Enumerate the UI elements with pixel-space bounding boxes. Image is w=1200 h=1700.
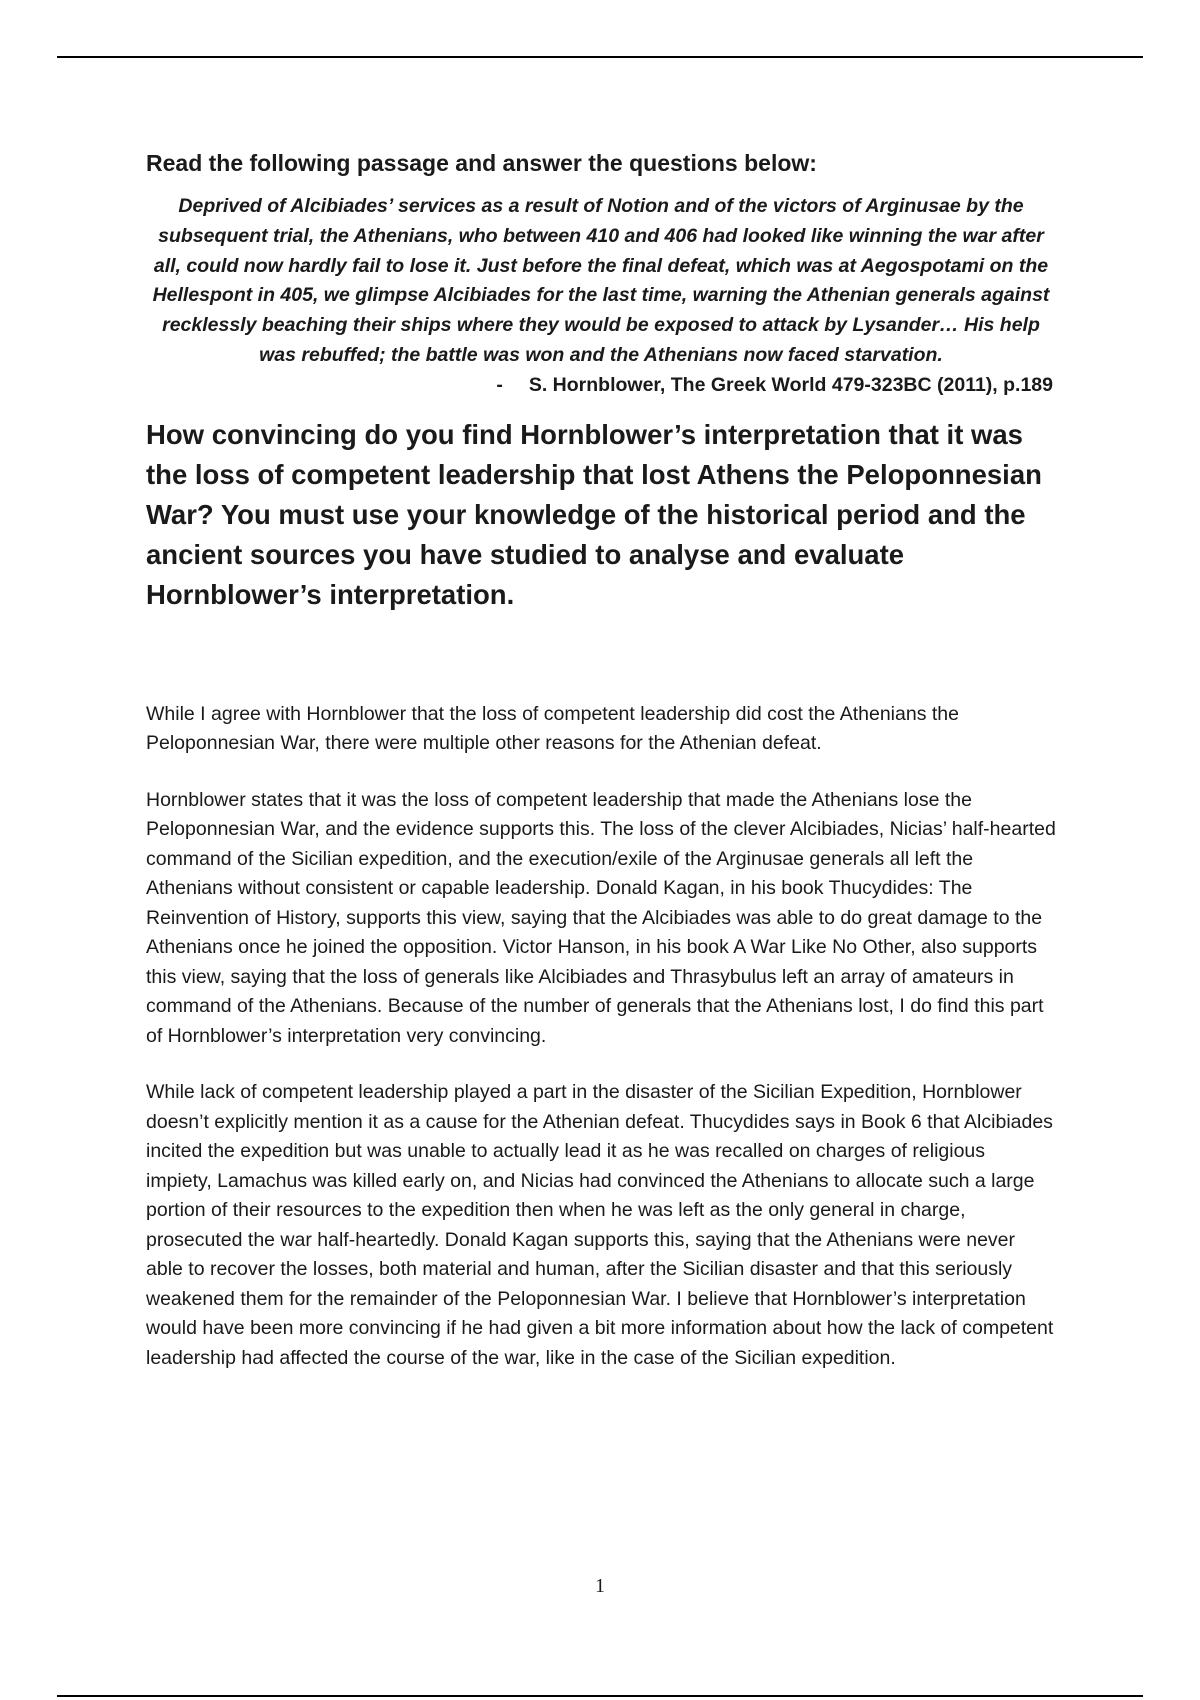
citation-text: S. Hornblower, The Greek World 479-323BC (2011), p.189 [528, 373, 1053, 396]
passage-citation [146, 371, 1056, 401]
bottom-rule [57, 1695, 1143, 1697]
top-rule [57, 56, 1143, 58]
document-body [146, 146, 1056, 1373]
essay-paragraph-2: Hornblower states that it was the loss of competent leadership that made the Athenians lose the Peloponnesian War, and the evidence supports this. The loss of the clever Alcibiades, Nicias’ half-hearted command of the Sicilian expedition, and the execution/exile of the Arginusae generals all left the Athenians without consistent or capable leadership. Donald Kagan, in his book Thucydides: The Reinvention of History, supports this view, saying that the Alcibiades was able to do great damage to the Athenians once he joined the opposition. Victor Hanson, in his book A War Like No Other, also supports this view, saying that the loss of generals like Alcibiades and Thrasybulus left an array of amateurs in command of the Athenians. Because of the number of generals that the Athenians lost, I do find this part of Hornblower’s interpretation very convincing. [146, 788, 1056, 1047]
citation-dash: - [496, 373, 503, 396]
page-number: 1 [595, 1575, 605, 1597]
essay-paragraph-1: While I agree with Hornblower that the loss of competent leadership did cost the Athenians the Peloponnesian War, there were multiple other reasons for the Athenian defeat. [146, 702, 959, 755]
instruction-heading: Read the following passage and answer the questions below: [146, 150, 817, 176]
essay-question: How convincing do you find Hornblower’s interpretation that it was the loss of competent leadership that lost Athens the Peloponnesian War? You must use your knowledge of the historical period and the ancient sources you have studied to analyse and evaluate Hornblower’s interpretation. [146, 418, 1042, 610]
essay-paragraph-3: While lack of competent leadership played a part in the disaster of the Sicilian Expedition, Hornblower doesn’t explicitly mention it as a cause for the Athenian defeat. Thucydides says in Book 6 that Alcibiades incited the expedition but was unable to actually lead it as he was recalled on charges of religious impiety, Lamachus was killed early on, and Nicias had convinced the Athenians to allocate such a large portion of their resources to the expedition then when he was left as the only general in charge, prosecuted the war half-heartedly. Donald Kagan supports this, saying that the Athenians were never able to recover the losses, both material and human, after the Sicilian disaster and that this seriously weakened them for the remainder of the Peloponnesian War. I believe that Hornblower’s interpretation would have been more convincing if he had given a bit more information about how the lack of competent leadership had affected the course of the war, like in the case of the Sicilian expedition. [146, 1081, 1054, 1369]
source-passage: Deprived of Alcibiades’ services as a result of Notion and of the victors of Arginusae by the subsequent trial, the Athenians, who between 410 and 406 had looked like winning the war after all, could now hardly fail to lose it. Just before the final defeat, which was at Aegospotami on the Hellespont in 405, we glimpse Alcibiades for the last time, warning the Athenian generals against recklessly beaching their ships where they would be exposed to attack by Lysander… His help was rebuffed; the battle was won and the Athenians now faced starvation. [152, 195, 1050, 366]
